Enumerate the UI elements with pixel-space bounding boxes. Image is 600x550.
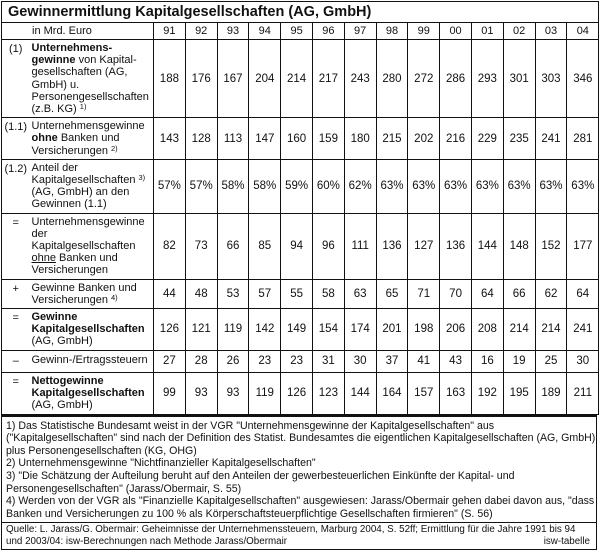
table-title: Gewinnermittlung Kapitalgesellschaften (AG, GmbH) <box>2 2 599 23</box>
value-cell: 23 <box>281 350 313 372</box>
value-cell: 60% <box>312 159 344 213</box>
value-cell: 31 <box>312 350 344 372</box>
row-marker: (1) <box>2 40 30 118</box>
table-row <box>2 213 599 279</box>
value-cell: 123 <box>312 372 344 414</box>
year-header: 99 <box>408 23 440 40</box>
value-cell: 30 <box>567 350 599 372</box>
value-cell: 119 <box>249 372 281 414</box>
row-marker: = <box>2 372 30 414</box>
value-cell: 71 <box>408 279 440 308</box>
value-cell: 167 <box>217 40 249 118</box>
value-cell: 280 <box>376 40 408 118</box>
year-header: 01 <box>471 23 503 40</box>
value-cell: 66 <box>217 213 249 279</box>
value-cell: 57 <box>249 279 281 308</box>
value-cell: 136 <box>376 213 408 279</box>
value-cell: 96 <box>312 213 344 279</box>
value-cell: 82 <box>154 213 186 279</box>
value-cell: 189 <box>535 372 567 414</box>
value-cell: 70 <box>440 279 472 308</box>
value-cell: 174 <box>344 309 376 351</box>
value-cell: 126 <box>154 309 186 351</box>
value-cell: 241 <box>567 309 599 351</box>
table-row <box>2 159 599 213</box>
table-row <box>2 118 599 160</box>
row-marker: (1.2) <box>2 159 30 213</box>
footnote: 3) "Die Schätzung der Aufteilung beruht auf den Anteilen der gewerbesteuerlichen Einkünfte der Kapital- und Personengesellschaften" (Jarass/Obermair, S. 55) <box>6 470 518 495</box>
value-cell: 346 <box>567 40 599 118</box>
footnote: 4) Werden von der VGR als "Finanzielle Kapitalgesellschaften" ausgewiesen: Jarass/Obermair gehen dabei davon aus, "dass Banken und Versicherungen zu 100 % als Körperschaftsteuerpflichtige Gesellschaften firmieren" (S. 56) <box>6 495 598 520</box>
row-label <box>30 213 154 279</box>
value-cell: 159 <box>312 118 344 160</box>
value-cell: 63 <box>344 279 376 308</box>
value-cell: 41 <box>408 350 440 372</box>
value-cell: 301 <box>503 40 535 118</box>
document-page <box>1 1 599 550</box>
table-row <box>2 279 599 308</box>
value-cell: 241 <box>535 118 567 160</box>
value-cell: 214 <box>281 40 313 118</box>
year-header: 95 <box>281 23 313 40</box>
value-cell: 16 <box>471 350 503 372</box>
value-cell: 160 <box>281 118 313 160</box>
year-header: 02 <box>503 23 535 40</box>
value-cell: 93 <box>185 372 217 414</box>
value-cell: 128 <box>185 118 217 160</box>
value-cell: 148 <box>503 213 535 279</box>
value-cell: 19 <box>503 350 535 372</box>
year-header: 92 <box>185 23 217 40</box>
value-cell: 176 <box>185 40 217 118</box>
label-text: Nettogewinne Kapitalgesellschaften <box>31 374 145 399</box>
value-cell: 147 <box>249 118 281 160</box>
value-cell: 62% <box>344 159 376 213</box>
value-cell: 57% <box>185 159 217 213</box>
row-marker: – <box>2 350 30 372</box>
value-cell: 63% <box>471 159 503 213</box>
year-header: 00 <box>440 23 472 40</box>
value-cell: 149 <box>281 309 313 351</box>
label-text: ohne <box>31 132 58 145</box>
footnote-ref: 1) <box>79 102 87 112</box>
year-header: 94 <box>249 23 281 40</box>
table-row <box>2 40 599 118</box>
footnote-ref: 4) <box>111 292 118 302</box>
value-cell: 63% <box>376 159 408 213</box>
value-cell: 214 <box>503 309 535 351</box>
year-header: 03 <box>535 23 567 40</box>
row-label <box>30 372 154 414</box>
value-cell: 59% <box>281 159 313 213</box>
value-cell: 235 <box>503 118 535 160</box>
value-cell: 164 <box>376 372 408 414</box>
value-cell: 144 <box>471 213 503 279</box>
label-text: Unternehmensgewinne <box>31 120 145 133</box>
label-text: Gewinn-/Ertragssteuern <box>31 354 148 367</box>
value-cell: 66 <box>503 279 535 308</box>
value-cell: 58 <box>312 279 344 308</box>
value-cell: 119 <box>217 309 249 351</box>
row-marker: = <box>2 309 30 351</box>
value-cell: 143 <box>154 118 186 160</box>
value-cell: 62 <box>535 279 567 308</box>
label-text: Gewinne Banken und Versicherungen <box>31 281 137 306</box>
row-label <box>30 118 154 160</box>
value-cell: 57% <box>154 159 186 213</box>
footnote: 1) Das Statistische Bundesamt weist in der VGR "Unternehmensgewinne der Kapitalgesellschaften" aus ("Kapitalgesellschaften" sind nach der Definition des Statist. Bundesamtes die eigentlichen Kapitalgesellschaften (AG, GmbH) plus Personengesellschaften (KG, OHG) <box>6 419 599 457</box>
source-note <box>1 523 597 549</box>
value-cell: 73 <box>185 213 217 279</box>
row-label <box>30 159 154 213</box>
value-cell: 43 <box>440 350 472 372</box>
value-cell: 126 <box>281 372 313 414</box>
value-cell: 243 <box>344 40 376 118</box>
value-cell: 204 <box>249 40 281 118</box>
value-cell: 65 <box>376 279 408 308</box>
label-text: Anteil der Kapitalgesellschaften <box>31 161 139 187</box>
value-cell: 37 <box>376 350 408 372</box>
value-cell: 286 <box>440 40 472 118</box>
footnote: 2) Unternehmensgewinne "Nichtfinanzieller Kapitalgesellschaften" <box>6 457 316 470</box>
value-cell: 27 <box>154 350 186 372</box>
label-text: von Kapital-gesellschaften (AG, GmbH) u. Personengesellschaften (z.B. KG) <box>31 54 149 116</box>
value-cell: 63% <box>440 159 472 213</box>
value-cell: 30 <box>344 350 376 372</box>
value-cell: 198 <box>408 309 440 351</box>
value-cell: 136 <box>440 213 472 279</box>
year-header: 96 <box>312 23 344 40</box>
value-cell: 44 <box>154 279 186 308</box>
table-row <box>2 309 599 351</box>
label-text: (AG, GmbH) <box>31 399 93 412</box>
row-label <box>30 40 154 118</box>
value-cell: 163 <box>440 372 472 414</box>
value-cell: 208 <box>471 309 503 351</box>
row-marker: (1.1) <box>2 118 30 160</box>
table-row <box>2 372 599 414</box>
value-cell: 157 <box>408 372 440 414</box>
value-cell: 23 <box>249 350 281 372</box>
label-text: Unternehmens-gewinne <box>31 42 113 67</box>
label-text: Unternehmensgewinne der Kapitalgesellschaften <box>31 215 145 253</box>
value-cell: 281 <box>567 118 599 160</box>
year-header-row <box>2 23 599 40</box>
row-label <box>30 279 154 308</box>
value-cell: 121 <box>185 309 217 351</box>
value-cell: 217 <box>312 40 344 118</box>
value-cell: 64 <box>567 279 599 308</box>
value-cell: 94 <box>281 213 313 279</box>
footnote-ref: 2) <box>111 143 118 153</box>
value-cell: 99 <box>154 372 186 414</box>
footnotes <box>1 415 597 524</box>
table-row <box>2 350 599 372</box>
profit-table <box>1 1 599 415</box>
value-cell: 192 <box>471 372 503 414</box>
year-header: 04 <box>567 23 599 40</box>
value-cell: 58% <box>217 159 249 213</box>
value-cell: 85 <box>249 213 281 279</box>
value-cell: 142 <box>249 309 281 351</box>
year-header: 91 <box>154 23 186 40</box>
value-cell: 154 <box>312 309 344 351</box>
value-cell: 64 <box>471 279 503 308</box>
value-cell: 216 <box>440 118 472 160</box>
value-cell: 201 <box>376 309 408 351</box>
value-cell: 180 <box>344 118 376 160</box>
value-cell: 127 <box>408 213 440 279</box>
value-cell: 28 <box>185 350 217 372</box>
value-cell: 214 <box>535 309 567 351</box>
value-cell: 58% <box>249 159 281 213</box>
value-cell: 303 <box>535 40 567 118</box>
year-header: 93 <box>217 23 249 40</box>
label-text: ohne <box>31 252 56 265</box>
year-header: 97 <box>344 23 376 40</box>
value-cell: 293 <box>471 40 503 118</box>
value-cell: 55 <box>281 279 313 308</box>
value-cell: 26 <box>217 350 249 372</box>
row-label <box>30 309 154 351</box>
year-header: 98 <box>376 23 408 40</box>
source-tag: isw-tabelle <box>543 536 590 548</box>
value-cell: 63% <box>535 159 567 213</box>
footnote-ref: 3) <box>138 173 146 183</box>
value-cell: 195 <box>503 372 535 414</box>
source-text: Quelle: L. Jarass/G. Obermair: Geheimnisse der Unternehmenssteuern, Marburg 2004, S. 52ff; Ermittlung für die Jahre 1991 bis 94 und 2003/04: isw-Berechnungen nach Methode Jarass/Obermair <box>6 524 576 548</box>
label-text: Banken und Versicherungen <box>31 252 118 277</box>
label-text: Banken und Versicherungen <box>31 132 120 157</box>
value-cell: 215 <box>376 118 408 160</box>
row-marker: = <box>2 213 30 279</box>
label-text: (AG, GmbH) <box>31 335 93 348</box>
label-text: Gewinne Kapitalgesellschaften <box>31 311 145 336</box>
label-text: (AG, GmbH) an den Gewinnen (1.1) <box>31 186 130 211</box>
value-cell: 53 <box>217 279 249 308</box>
value-cell: 25 <box>535 350 567 372</box>
value-cell: 152 <box>535 213 567 279</box>
row-marker: + <box>2 279 30 308</box>
value-cell: 272 <box>408 40 440 118</box>
value-cell: 111 <box>344 213 376 279</box>
value-cell: 93 <box>217 372 249 414</box>
value-cell: 206 <box>440 309 472 351</box>
value-cell: 188 <box>154 40 186 118</box>
value-cell: 177 <box>567 213 599 279</box>
unit-label: in Mrd. Euro <box>2 23 154 40</box>
value-cell: 202 <box>408 118 440 160</box>
value-cell: 63% <box>503 159 535 213</box>
value-cell: 48 <box>185 279 217 308</box>
value-cell: 144 <box>344 372 376 414</box>
value-cell: 229 <box>471 118 503 160</box>
value-cell: 211 <box>567 372 599 414</box>
value-cell: 63% <box>408 159 440 213</box>
row-label <box>30 350 154 372</box>
value-cell: 113 <box>217 118 249 160</box>
value-cell: 63% <box>567 159 599 213</box>
